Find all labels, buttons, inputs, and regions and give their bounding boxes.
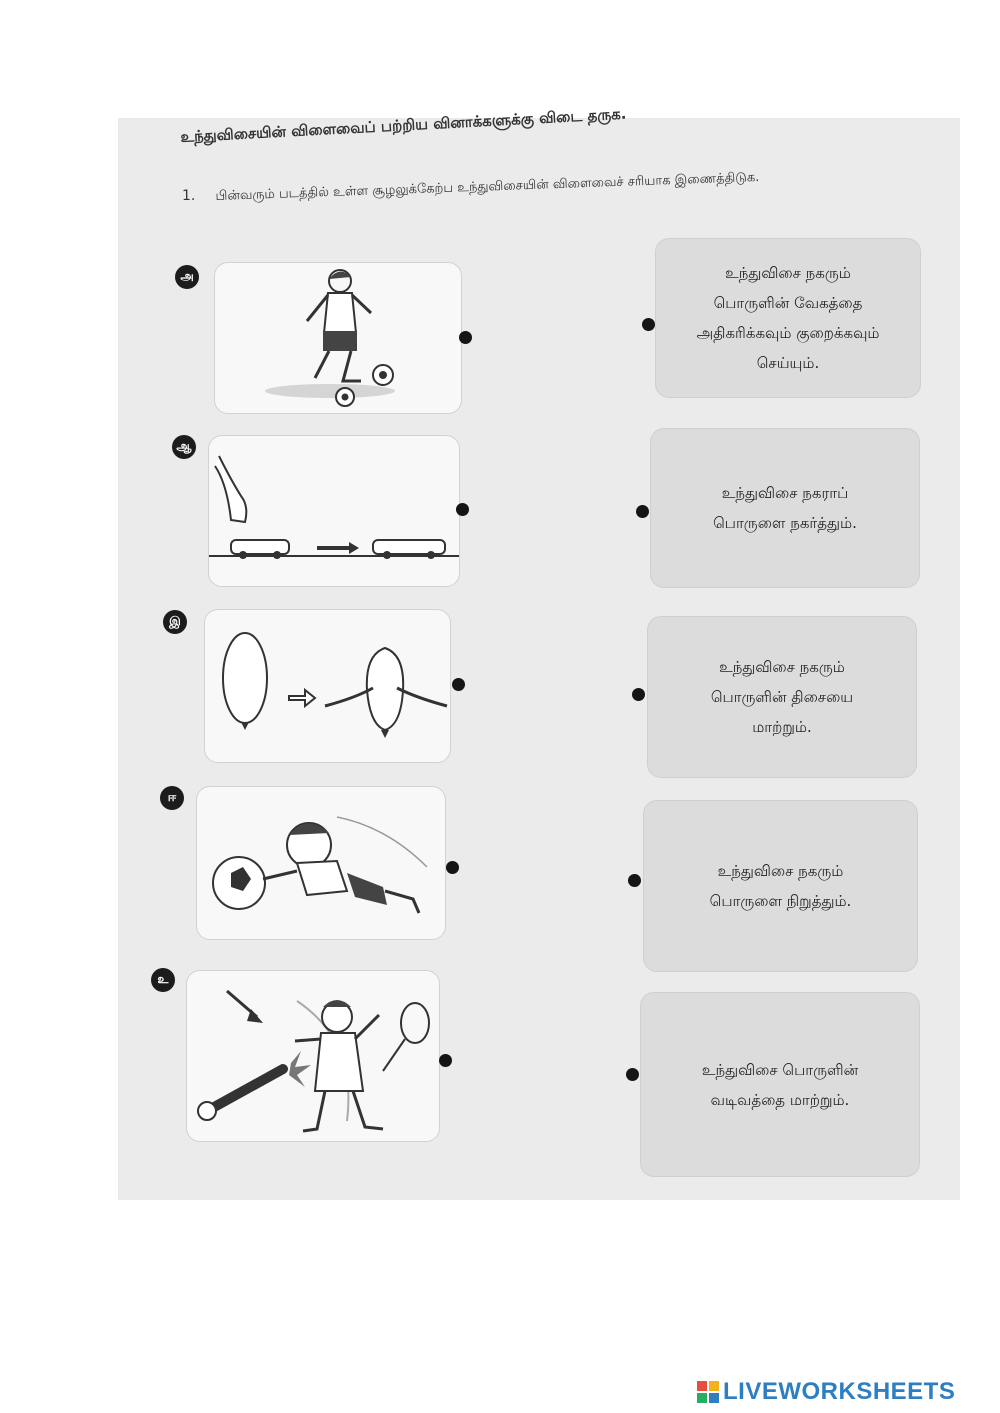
question-text: பின்வரும் படத்தில் உள்ள சூழலுக்கேற்ப உந்துவிசையின் விளைவைச் சரியாக இணைத்திடுக.	[215, 170, 760, 204]
match-dot-left[interactable]	[459, 331, 472, 344]
boy-catching-ball-image	[196, 786, 446, 940]
answer-box: உந்துவிசை நகராப் பொருளை நகர்த்தும்.	[650, 428, 920, 588]
match-dot-right[interactable]	[628, 874, 641, 887]
match-dot-left[interactable]	[452, 678, 465, 691]
match-dot-right[interactable]	[626, 1068, 639, 1081]
item-marker: ஈ	[160, 786, 184, 810]
finger-pushing-toy-car-image	[208, 435, 460, 587]
match-dot-right[interactable]	[632, 688, 645, 701]
match-dot-left[interactable]	[446, 861, 459, 874]
item-marker: ஆ	[172, 435, 196, 459]
hands-squeezing-balloon-image	[204, 609, 451, 763]
answer-box: உந்துவிசை நகரும் பொருளை நிறுத்தும்.	[643, 800, 918, 972]
match-dot-right[interactable]	[636, 505, 649, 518]
liveworksheets-logo[interactable]	[697, 1378, 955, 1406]
liveworksheets-brand-text: LIVEWORKSHEETS	[723, 1378, 956, 1405]
answer-box: உந்துவிசை நகரும் பொருளின் திசையை மாற்றும்.	[647, 616, 917, 778]
boy-kicking-ball-image	[214, 262, 462, 414]
match-dot-left[interactable]	[456, 503, 469, 516]
liveworksheets-logo-icon	[697, 1381, 719, 1403]
item-marker: உ	[151, 968, 175, 992]
match-dot-left[interactable]	[439, 1054, 452, 1067]
answer-box: உந்துவிசை நகரும் பொருளின் வேகத்தை அதிகரிக்கவும் குறைக்கவும் செய்யும்.	[655, 238, 921, 398]
boy-hitting-shuttlecock-image	[186, 970, 440, 1142]
match-dot-right[interactable]	[642, 318, 655, 331]
item-marker: இ	[163, 610, 187, 634]
answer-box: உந்துவிசை பொருளின் வடிவத்தை மாற்றும்.	[640, 992, 920, 1177]
worksheet-heading: உந்துவிசையின் விளைவைப் பற்றிய வினாக்களுக்கு விடை தருக.	[180, 104, 627, 146]
item-marker: அ	[175, 265, 199, 289]
question-number: 1.	[182, 188, 196, 204]
